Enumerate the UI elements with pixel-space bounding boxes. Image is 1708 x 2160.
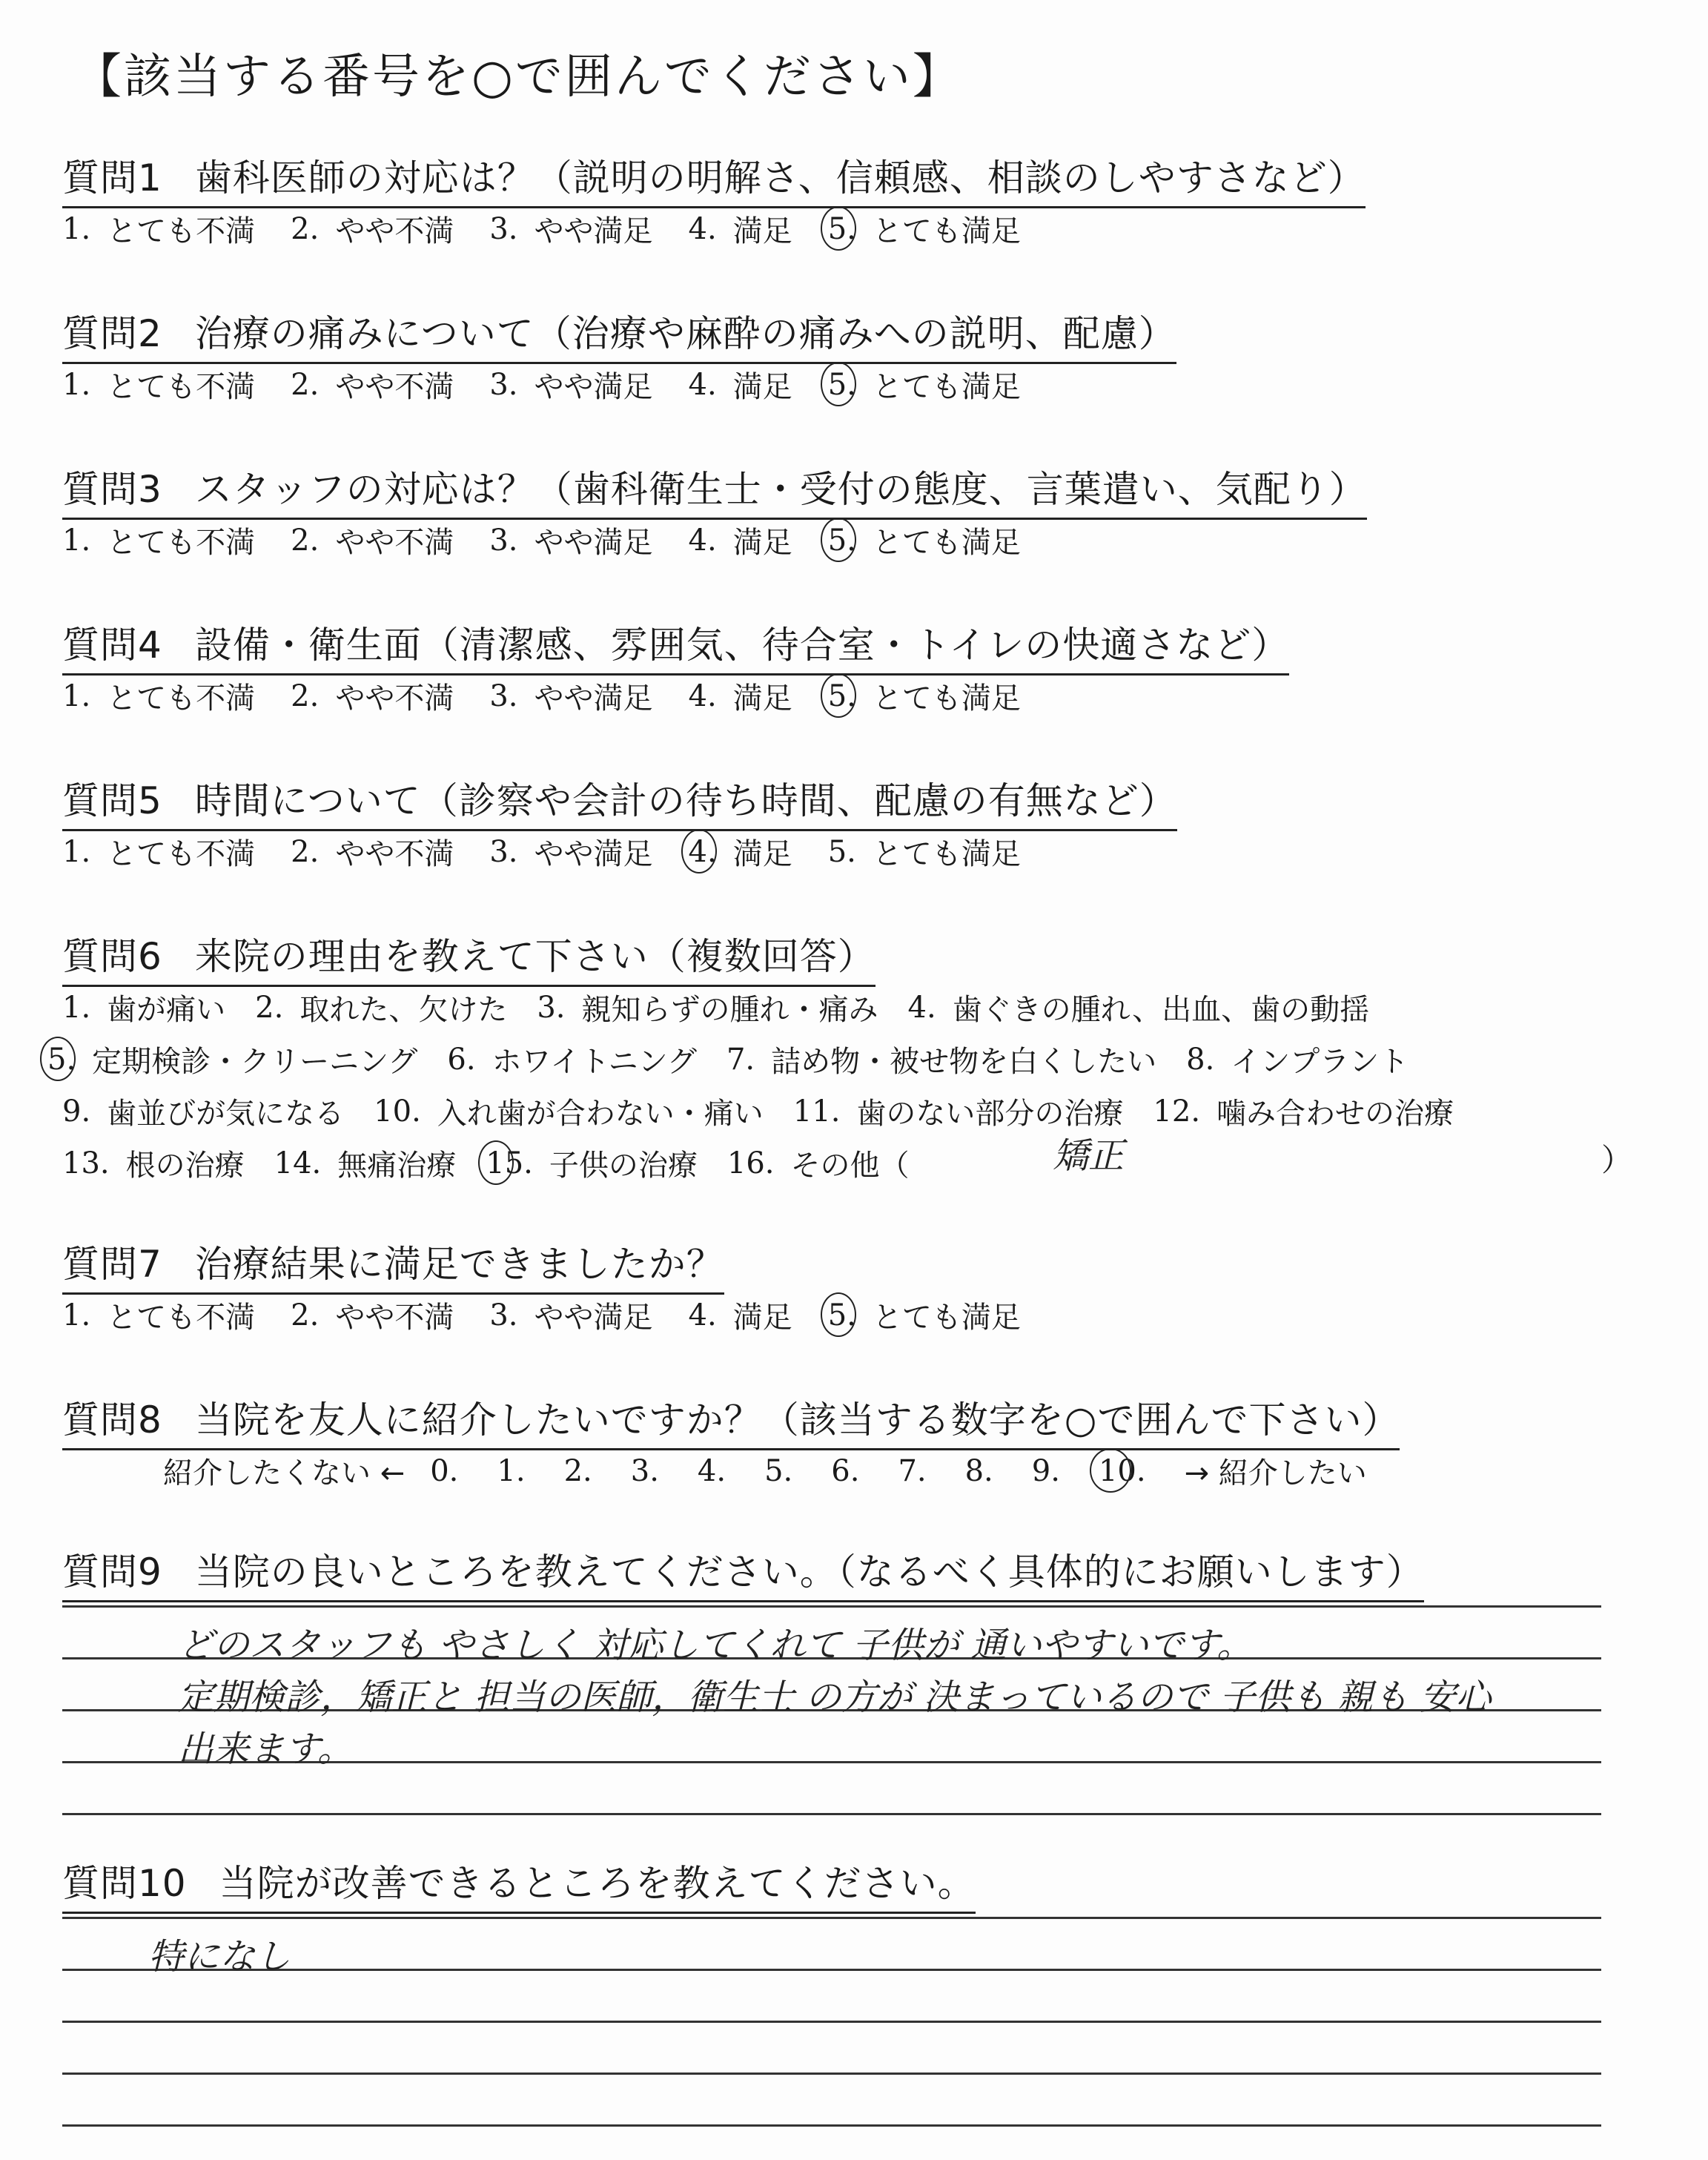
option-label: とても満足: [872, 1301, 1021, 1335]
option-number: 12.: [1153, 1094, 1201, 1129]
option-label: やや満足: [534, 214, 653, 248]
option-number: 2.: [291, 834, 320, 869]
question-2-heading: [62, 304, 1176, 364]
question-text: 当院の良いところを教えてください。（なるべく具体的にお願いします）: [194, 1550, 1424, 1593]
selected-circle-mark[interactable]: 10.: [1098, 1453, 1146, 1488]
option-number: 3.: [489, 367, 518, 402]
question-number: 質問9: [62, 1550, 162, 1593]
option-label: 無痛治療: [337, 1149, 457, 1183]
question-text: 治療結果に満足できましたか？: [194, 1243, 724, 1286]
option-number: 1.: [62, 834, 91, 869]
question-text: 設備・衛生面（清潔感、雰囲気、待合室・トイレの快適さなど）: [194, 624, 1290, 667]
question-number: 質問5: [62, 779, 162, 822]
option-number: 9.: [62, 1094, 91, 1129]
referral-digit[interactable]: 3.: [630, 1453, 659, 1488]
option-label: やや満足: [534, 526, 653, 560]
option-number: 13.: [62, 1146, 110, 1180]
question-number: 質問1: [62, 156, 162, 199]
referral-digit[interactable]: 5.: [764, 1453, 793, 1488]
option-number: 2.: [291, 523, 320, 558]
reasons-row: [62, 986, 1399, 1028]
scale-option[interactable]: [291, 363, 454, 406]
question-4-heading: [62, 615, 1289, 676]
scale-option[interactable]: [291, 519, 454, 561]
question-4-scale: [62, 675, 1056, 717]
option-label: 満足: [732, 1301, 792, 1335]
option-number: 1.: [62, 678, 91, 713]
question-10-heading: [62, 1854, 976, 1914]
selected-circle-mark: 5.: [827, 523, 856, 558]
option-label: やや不満: [335, 526, 454, 560]
option-label: とても不満: [107, 837, 256, 871]
question-9-heading: [62, 1542, 1424, 1602]
option-number: 1.: [62, 990, 91, 1025]
option-label: やや不満: [335, 370, 454, 404]
question-number: 質問8: [62, 1398, 162, 1441]
question-6-heading: [62, 927, 875, 987]
referral-digit[interactable]: 7.: [898, 1453, 927, 1488]
option-number: 1.: [62, 1298, 91, 1332]
option-label: とても不満: [107, 370, 256, 404]
scale-option[interactable]: [828, 363, 1021, 406]
referral-digit[interactable]: 8.: [964, 1453, 993, 1488]
scale-option[interactable]: [689, 675, 792, 717]
reason-option[interactable]: [255, 986, 507, 1028]
question-3-scale: [62, 519, 1056, 561]
reason-option[interactable]: [447, 1038, 697, 1080]
question-2-scale: [62, 363, 1056, 406]
question-number: 質問2: [62, 312, 162, 355]
option-label: 満足: [732, 214, 792, 248]
answer-line: [62, 1813, 1601, 1815]
page-title: 【該当する番号を○で囲んでください】: [74, 50, 962, 105]
answer-line: [62, 1917, 1601, 1919]
option-label: やや満足: [534, 370, 653, 404]
option-number: 4.: [907, 990, 936, 1025]
option-label: とても不満: [107, 681, 256, 716]
scale-option[interactable]: [689, 519, 792, 561]
option-label: インプラント: [1231, 1045, 1409, 1079]
option-label: 満足: [732, 837, 792, 871]
scale-option[interactable]: [689, 363, 792, 406]
option-label: やや満足: [534, 837, 653, 871]
option-number: 5.: [827, 834, 856, 869]
option-number: 2.: [255, 990, 284, 1025]
scale-option[interactable]: [828, 208, 1021, 250]
reasons-row: [62, 1142, 939, 1184]
option-label: やや不満: [335, 681, 454, 716]
referral-digit[interactable]: 2.: [563, 1453, 592, 1488]
option-label: とても満足: [872, 837, 1021, 871]
scale-option[interactable]: [62, 675, 255, 717]
handwritten-answer-line: 定期検診，矯正と 担当の医師，衛生士 の方が 決まっているので 子供も 親も 安心: [178, 1677, 1492, 1718]
option-label: とても不満: [107, 1301, 256, 1335]
option-number: 3.: [489, 1298, 518, 1332]
reasons-row: [47, 1038, 1438, 1080]
selected-circle-mark: 5.: [827, 211, 856, 246]
handwritten-answer-line: 出来ます。: [178, 1728, 354, 1770]
question-1-scale: [62, 208, 1056, 250]
answer-line: [62, 1969, 1601, 1971]
option-label: その他（: [790, 1149, 910, 1183]
option-number: 7.: [726, 1042, 755, 1077]
question-number: 質問3: [62, 468, 162, 511]
question-7-heading: [62, 1235, 724, 1295]
scale-option[interactable]: [828, 830, 1021, 873]
option-label: 取れた、欠けた: [299, 993, 508, 1027]
reason-option[interactable]: [62, 1142, 245, 1184]
question-text: 時間について（診察や会計の待ち時間、配慮の有無など）: [194, 779, 1177, 822]
referral-digit[interactable]: 1.: [497, 1453, 526, 1488]
option-label: 親知らずの腫れ・痛み: [581, 993, 878, 1027]
option-number: 3.: [489, 834, 518, 869]
question-7-scale: [62, 1294, 1056, 1336]
option-label: 満足: [732, 526, 792, 560]
scale-option[interactable]: [489, 363, 652, 406]
other-handwritten-answer: 矯正: [1053, 1135, 1125, 1177]
question-number: 質問6: [62, 935, 162, 978]
option-label: とても満足: [872, 214, 1021, 248]
option-label: 歯のない部分の治療: [856, 1097, 1124, 1131]
option-label: とても満足: [872, 370, 1021, 404]
handwritten-answer-line: どのスタッフも やさしく 対応してくれて 子供が 通いやすいです。: [178, 1625, 1253, 1666]
option-label: やや満足: [534, 681, 653, 716]
question-1-heading: [62, 148, 1366, 208]
option-number: 2.: [291, 678, 320, 713]
option-number: 10.: [374, 1094, 421, 1129]
option-number: 1.: [62, 367, 91, 402]
question-3-heading: [62, 460, 1367, 520]
scale-option[interactable]: [62, 363, 255, 406]
reason-option[interactable]: [727, 1142, 910, 1184]
other-close-paren: ）: [1601, 1142, 1633, 1178]
option-number: 4.: [688, 1298, 717, 1332]
reason-option[interactable]: [537, 986, 878, 1028]
reason-option[interactable]: [374, 1090, 764, 1132]
option-number: 4.: [688, 678, 717, 713]
option-number: 1.: [62, 523, 91, 558]
option-number: 3.: [537, 990, 566, 1025]
referral-digit[interactable]: 4.: [697, 1453, 726, 1488]
referral-digit[interactable]: 0.: [430, 1453, 459, 1488]
reason-option[interactable]: [47, 1038, 417, 1080]
option-label: 子供の治療: [549, 1149, 698, 1183]
reason-option[interactable]: [793, 1090, 1124, 1132]
scale-option[interactable]: [489, 519, 652, 561]
question-8-heading: [62, 1390, 1400, 1450]
reason-option[interactable]: [62, 986, 225, 1028]
option-label: ホワイトニング: [491, 1045, 697, 1079]
scale-option[interactable]: [489, 208, 652, 250]
scale-option[interactable]: [828, 1294, 1021, 1336]
scale-option[interactable]: [291, 1294, 454, 1336]
question-5-scale: [62, 830, 1056, 873]
selected-circle-mark: 5.: [827, 367, 856, 402]
selected-circle-mark: 5.: [827, 1298, 856, 1332]
option-label: 満足: [732, 681, 792, 716]
option-label: とても不満: [107, 526, 256, 560]
reason-option[interactable]: [726, 1038, 1156, 1080]
option-number: 11.: [792, 1094, 841, 1129]
selected-circle-mark: 15.: [486, 1146, 533, 1180]
scale-option[interactable]: [689, 208, 792, 250]
reason-option[interactable]: [1153, 1090, 1454, 1132]
option-number: 2.: [291, 367, 320, 402]
option-number: 2.: [291, 211, 320, 246]
option-number: 6.: [447, 1042, 476, 1077]
question-text: 治療の痛みについて（治療や麻酔の痛みへの説明、配慮）: [194, 312, 1176, 355]
question-number: 質問4: [62, 624, 162, 667]
option-label: やや不満: [335, 214, 454, 248]
referral-digit[interactable]: 9.: [1031, 1453, 1060, 1488]
scale-option[interactable]: [828, 675, 1021, 717]
option-label: 詰め物・被せ物を白くしたい: [771, 1045, 1157, 1079]
option-label: とても満足: [872, 526, 1021, 560]
question-text: スタッフの対応は？（歯科衛生士・受付の態度、言葉遣い、気配り）: [194, 468, 1367, 511]
scale-option[interactable]: [62, 519, 255, 561]
question-5-heading: [62, 771, 1177, 831]
scale-option[interactable]: [62, 208, 255, 250]
option-label: とても不満: [107, 214, 256, 248]
question-number: 質問10: [62, 1862, 187, 1905]
scale-option[interactable]: [489, 1294, 652, 1336]
option-label: 噛み合わせの治療: [1217, 1097, 1454, 1131]
question-text: 来院の理由を教えて下さい（複数回答）: [194, 935, 875, 978]
question-text: 歯科医師の対応は？（説明の明解さ、信頼感、相談のしやすさなど）: [194, 156, 1366, 199]
scale-option[interactable]: [291, 830, 454, 873]
scale-option[interactable]: [689, 1294, 792, 1336]
option-number: 14.: [274, 1146, 322, 1180]
reason-option[interactable]: [486, 1142, 698, 1184]
reasons-row: [62, 1090, 1483, 1132]
option-label: とても満足: [872, 681, 1021, 716]
option-number: 4.: [688, 367, 717, 402]
handwritten-answer-line: 特になし: [148, 1936, 291, 1978]
answer-line: [62, 2073, 1601, 2075]
option-label: 根の治療: [125, 1149, 245, 1183]
scale-option[interactable]: [62, 830, 255, 873]
option-label: やや不満: [335, 1301, 454, 1335]
scale-option[interactable]: [291, 675, 454, 717]
option-label: 歯が痛い: [107, 993, 226, 1027]
option-label: 満足: [732, 370, 792, 404]
option-label: 定期検診・クリーニング: [92, 1045, 418, 1079]
referral-digit[interactable]: 6.: [831, 1453, 860, 1488]
question-text: 当院を友人に紹介したいですか？（該当する数字を○で囲んで下さい）: [194, 1398, 1400, 1441]
option-number: 3.: [489, 523, 518, 558]
reason-option[interactable]: [274, 1142, 457, 1184]
reason-option[interactable]: [908, 986, 1370, 1028]
referral-left-label: 紹介したくない ←: [163, 1456, 406, 1490]
scale-option[interactable]: [689, 830, 792, 873]
scale-option[interactable]: [62, 1294, 255, 1336]
question-text: 当院が改善できるところを教えてください。: [219, 1862, 976, 1905]
scale-option[interactable]: [489, 830, 652, 873]
option-label: やや満足: [534, 1301, 653, 1335]
option-number: 3.: [489, 211, 518, 246]
referral-right-label: → 紹介したい: [1184, 1456, 1367, 1490]
referral-scale: [163, 1450, 1392, 1492]
answer-line: [62, 1605, 1601, 1608]
selected-circle-mark: 5.: [827, 678, 856, 713]
question-number: 質問7: [62, 1243, 162, 1286]
reason-option[interactable]: [1186, 1038, 1409, 1080]
option-label: 歯ぐきの腫れ、出血、歯の動揺: [952, 993, 1370, 1027]
selected-circle-mark: 4.: [688, 834, 717, 869]
scale-option[interactable]: [489, 675, 652, 717]
scale-option[interactable]: [291, 208, 454, 250]
option-label: 入れ歯が合わない・痛い: [437, 1097, 764, 1131]
option-number: 4.: [688, 523, 717, 558]
option-number: 4.: [688, 211, 717, 246]
option-number: 16.: [726, 1146, 775, 1180]
option-label: 歯並びが気になる: [107, 1097, 345, 1131]
option-number: 1.: [62, 211, 91, 246]
scale-option[interactable]: [828, 519, 1021, 561]
selected-circle-mark: 5.: [47, 1042, 76, 1077]
reason-option[interactable]: [62, 1090, 344, 1132]
option-number: 2.: [291, 1298, 320, 1332]
option-label: やや不満: [335, 837, 454, 871]
answer-line: [62, 2124, 1601, 2127]
option-number: 8.: [1186, 1042, 1215, 1077]
option-number: 3.: [489, 678, 518, 713]
answer-line: [62, 2021, 1601, 2023]
